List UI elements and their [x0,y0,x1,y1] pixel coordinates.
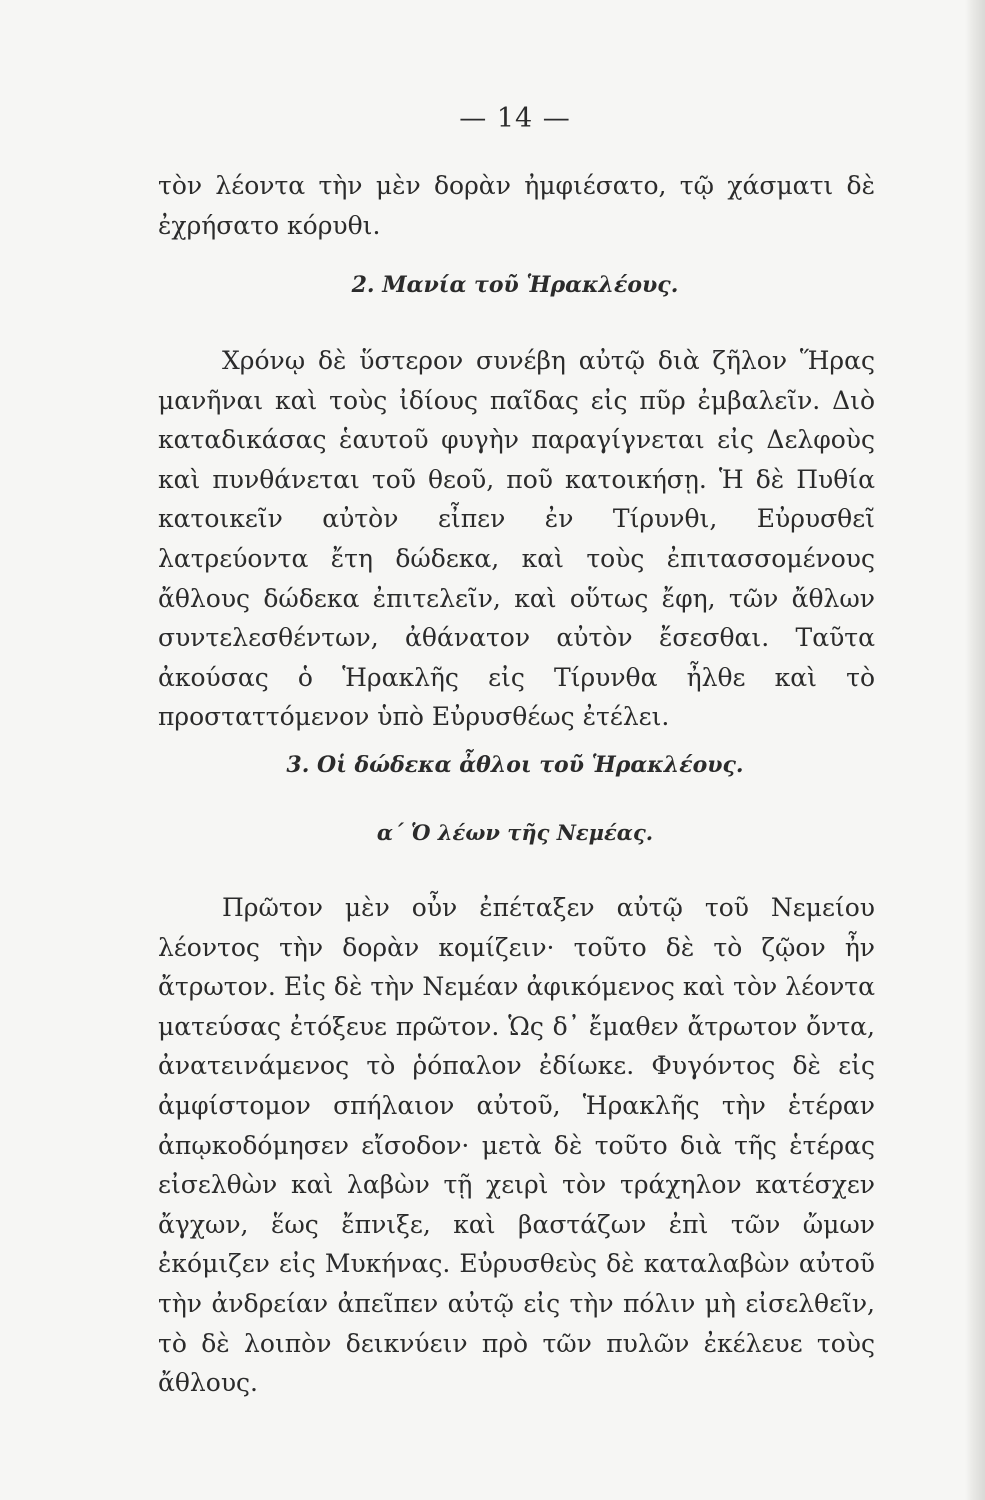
paragraph-intro: τὸν λέοντα τὴν μὲν δορὰν ἠμφιέσατο, τῷ χάσματι δὲ ἐχρήσατο κόρυθι. [158,171,875,240]
paragraph-nemean-lion: Πρῶτον μὲν οὖν ἐπέταξεν αὐτῷ τοῦ Νεμείου λέοντος τὴν δορὰν κομίζειν· τοῦτο δὲ τὸ ζῷον ἦν ἄτρωτον. Εἰς δὲ τὴν Νεμέαν ἀφικόμενος καὶ τὸν λέοντα ματεύσας ἐτόξευε πρῶτον. Ὡς δ᾿ ἔμαθεν ἄτρωτον ὄντα, ἀνατεινάμενος τὸ ῥόπαλον ἐδίωκε. Φυγόντος δὲ εἰς ἀμφίστομον σπήλαιον αὐτοῦ, Ἡρακλῆς τὴν ἑτέραν ἀπῳκοδόμησεν εἴσοδον· μετὰ δὲ τοῦτο διὰ τῆς ἑτέρας εἰσελθὼν καὶ λαβὼν τῇ χειρὶ τὸν τράχηλον κατέσχεν ἄγχων, ἕως ἔπνιξε, καὶ βαστάζων ἐπὶ τῶν ὤμων ἐκόμιζεν εἰς Μυκήνας. Εὐρυσθεὺς δὲ καταλαβὼν αὐτοῦ τὴν ἀνδρείαν ἀπεῖπεν αὐτῷ εἰς τὴν πόλιν μὴ εἰσελθεῖν, τὸ δὲ λοιπὸν δεικνύειν πρὸ τῶν πυλῶν ἐκέλευε τοὺς ἄθλους. [158,893,875,1398]
section-heading-labours: 3. Οἱ δώδεκα ἆθλοι τοῦ Ἡρακλέους. [286,752,744,778]
subsection-heading-nemean-lion: α΄ Ὁ λέων τῆς Νεμέας. [376,820,654,845]
paragraph-mania: Χρόνῳ δὲ ὕστερον συνέβη αὐτῷ διὰ ζῆλον Ἥρας μανῆναι καὶ τοὺς ἰδίους παῖδας εἰς πῦρ ἐμβαλεῖν. Διὸ καταδικάσας ἑαυτοῦ φυγὴν παραγίγνεται εἰς Δελφοὺς καὶ πυνθάνεται τοῦ θεοῦ, ποῦ κατοικήσῃ. Ἡ δὲ Πυθία κατοικεῖν αὐτὸν εἶπεν ἐν Τίρυνθι, Εὐρυσθεῖ λατρεύοντα ἔτη δώδεκα, καὶ τοὺς ἐπιτασσομένους ἄθλους δώδεκα ἐπιτελεῖν, καὶ οὕτως ἔφη, τῶν ἄθλων συντελεσθέντων, ἀθάνατον αὐτὸν ἔσεσθαι. Ταῦτα ἀκούσας ὁ Ἡρακλῆς εἰς Τίρυνθα ἦλθε καὶ τὸ προσταττόμενον ὑπὸ Εὐρυσθέως ἐτέλει. [158,346,875,732]
page-number: — 14 — [459,103,571,134]
page-edge-shadow [965,0,985,1500]
section-heading-mania: 2. Μανία τοῦ Ἡρακλέους. [351,272,679,298]
